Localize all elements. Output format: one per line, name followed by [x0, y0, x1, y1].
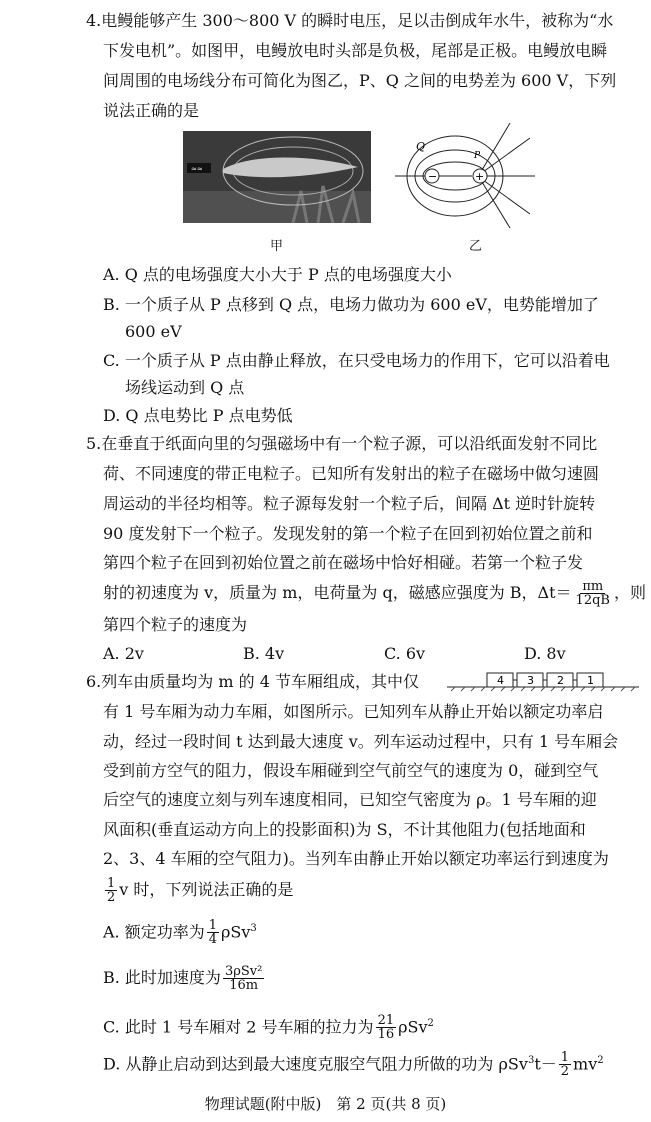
q5-option-c: C. 6v [384, 644, 426, 663]
q5-line-6-text: 射的初速度为 v，质量为 m，电荷量为 q，磁感应强度为 B，Δt＝ [103, 583, 572, 602]
q6-line-2: 有 1 号车厢为动力车厢，如图所示。已知列车从静止开始以额定功率启 [103, 702, 604, 721]
q6-line-6: 风面积(垂直运动方向上的投影面积)为 S，不计其他阻力(包括地面和 [103, 820, 586, 839]
point-p-label: P [474, 151, 481, 161]
q4-option-b: B. 一个质子从 P 点移到 Q 点，电场力做功为 600 eV，电势能增加了 [103, 295, 599, 314]
q6-option-b: B. 此时加速度为 $\frac{\text{3ρSv²}}{16m}$ [103, 964, 263, 993]
car-2-label: 2 [557, 674, 564, 687]
fig-label-a: 甲 [270, 239, 284, 254]
car-3-label: 3 [527, 674, 534, 687]
q6-line-8: $\frac{1}{2}$ v 时，下列说法正确的是 [107, 876, 294, 905]
fig-label-b: 乙 [469, 239, 483, 254]
q4-line-2: 下发电机”。如图甲，电鳗放电时头部是负极，尾部是正极。电鳗放电瞬 [103, 41, 608, 60]
q5-line-7: 第四个粒子的速度为 [103, 615, 248, 634]
plus-pole-label: + [475, 170, 485, 183]
field-lines-diagram [390, 118, 540, 230]
q4-option-b-cont: 600 eV [125, 322, 182, 341]
delta-t-fraction: $\frac{\pi m}{12qB}$ [575, 579, 610, 608]
minus-pole-label: − [428, 170, 438, 183]
q4-option-d: D. Q 点电势比 P 点电势低 [103, 406, 293, 425]
q5-line-4: 90 度发射下一个粒子。发现发射的第一个粒子在回到初始位置之前和 [103, 524, 593, 543]
q5-line-1: 5.在垂直于纸面向里的匀强磁场中有一个粒子源，可以沿纸面发射不同比 [86, 434, 598, 453]
q4-option-a: A. Q 点的电场强度大小大于 P 点的电场强度大小 [103, 265, 452, 284]
page-footer: 物理试题(附中版) 第 2 页(共 8 页) [204, 1095, 447, 1113]
q6-line-7: 2、3、4 车厢的空气阻力)。当列车由静止开始以额定功率运行到速度为 [103, 849, 609, 868]
eel-photo-figure [183, 131, 371, 223]
q4-line-4: 说法正确的是 [103, 101, 200, 120]
q5-line-2: 荷、不同速度的带正电粒子。已知所有发射出的粒子在磁场中做匀速圆 [103, 464, 600, 483]
q4-option-c: C. 一个质子从 P 点由静止释放，在只受电场力的作用下，它可以沿着电 [103, 351, 610, 370]
svg-text:≈≈: ≈≈ [191, 165, 203, 173]
q4-line-3: 间周围的电场线分布可简化为图乙，P、Q 之间的电势差为 600 V，下列 [103, 71, 617, 90]
car-4-label: 4 [497, 674, 504, 687]
q6-option-d: D. 从静止启动到达到最大速度克服空气阻力所做的功为 ρSv$^3$t－ $\frac{1}{2}$ $mv^2$ [103, 1050, 604, 1080]
q5-line-6: 射的初速度为 v，质量为 m，电荷量为 q，磁感应强度为 B，Δt＝ $\frac{\pi m}{12qB}$ ，则 [103, 579, 646, 608]
train-diagram [447, 670, 639, 692]
q6-line-4: 受到前方空气的阻力，假设车厢碰到空气前空气的速度为 0，碰到空气 [103, 761, 599, 780]
car-1-label: 1 [587, 674, 594, 687]
q6-line-1: 6.列车由质量均为 m 的 4 节车厢组成，其中仅 [86, 672, 419, 691]
q5-option-d: D. 8v [524, 644, 566, 663]
point-q-label: Q [416, 140, 426, 153]
q5-line-3: 周运动的半径均相等。粒子源每发射一个粒子后，间隔 Δt 逆时针旋转 [103, 494, 596, 513]
q5-option-b: B. 4v [243, 644, 285, 663]
q4-option-c-cont: 场线运动到 Q 点 [125, 378, 245, 397]
q6-line-3: 动，经过一段时间 t 达到最大速度 v。列车运动过程中，只有 1 号车厢会 [103, 732, 619, 751]
q6-option-c: C. 此时 1 号车厢对 2 号车厢的拉力为 $\frac{21}{16}$ ρSv$^2$ [103, 1013, 434, 1043]
half-fraction: $\frac{1}{2}$ [107, 876, 116, 905]
q4-line-1: 4.电鳗能够产生 300～800 V 的瞬时电压，足以击倒成年水牛，被称为“水 [86, 11, 614, 30]
q5-option-a: A. 2v [103, 644, 144, 663]
q6-option-a: A. 额定功率为 $\frac{1}{4}$ ρSv$^3$ [103, 918, 257, 948]
q6-line-5: 后空气的速度立刻与列车速度相同，已知空气密度为 ρ。1 号车厢的迎 [103, 790, 597, 809]
q5-line-5: 第四个粒子在回到初始位置之前在磁场中恰好相碰。若第一个粒子发 [103, 553, 584, 572]
